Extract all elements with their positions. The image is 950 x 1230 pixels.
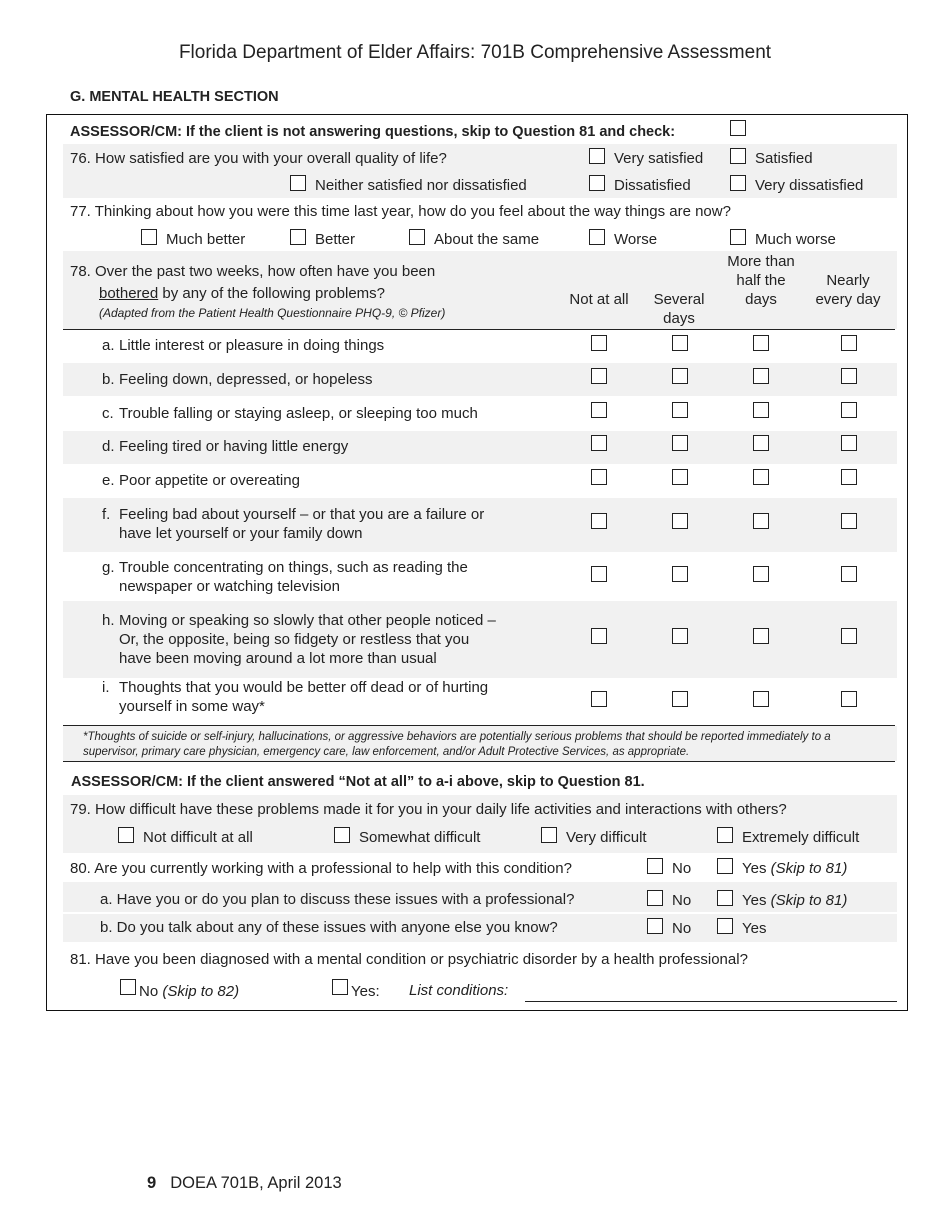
list-conditions-input-line[interactable]: [525, 1001, 897, 1002]
item-b-letter: b.: [102, 371, 115, 388]
skip-note: (Skip to 81): [770, 892, 848, 909]
col-header-nearly-every-day: Nearly every day: [815, 272, 881, 308]
item-f-several-days-checkbox[interactable]: [672, 513, 688, 529]
checkbox[interactable]: [730, 175, 746, 191]
yes-text: Yes: [742, 892, 767, 909]
q76-text: 76. How satisfied are you with your overall quality of life?: [70, 150, 447, 167]
item-g-text-2: newspaper or watching television: [119, 578, 340, 595]
skip-note: (Skip to 81): [770, 860, 848, 877]
item-i-several-days-checkbox[interactable]: [672, 691, 688, 707]
q78-text-line2: [99, 284, 385, 303]
yes-text: Yes: [742, 860, 767, 877]
checkbox[interactable]: [717, 827, 733, 843]
item-d-nearly-every-day-checkbox[interactable]: [841, 435, 857, 451]
item-i-not-at-all-checkbox[interactable]: [591, 691, 607, 707]
item-a-not-at-all-checkbox[interactable]: [591, 335, 607, 351]
item-d-not-at-all-checkbox[interactable]: [591, 435, 607, 451]
checkbox[interactable]: [730, 148, 746, 164]
item-e-nearly-every-day-checkbox[interactable]: [841, 469, 857, 485]
checkbox[interactable]: [589, 148, 605, 164]
col-header-several-days: Several days: [653, 291, 705, 327]
item-h-letter: h.: [102, 612, 115, 629]
item-d-several-days-checkbox[interactable]: [672, 435, 688, 451]
item-e-text: Poor appetite or overeating: [119, 472, 300, 489]
item-f-text-2: have let yourself or your family down: [119, 525, 363, 542]
no-text: No: [139, 983, 159, 1000]
item-c-more-than-half-checkbox[interactable]: [753, 402, 769, 418]
item-f-more-than-half-checkbox[interactable]: [753, 513, 769, 529]
item-d-letter: d.: [102, 438, 115, 455]
item-e-more-than-half-checkbox[interactable]: [753, 469, 769, 485]
item-g-not-at-all-checkbox[interactable]: [591, 566, 607, 582]
checkbox[interactable]: [118, 827, 134, 843]
checkbox[interactable]: [334, 827, 350, 843]
q78-line2-rest: by any of the following problems?: [158, 285, 386, 302]
q81-no-checkbox[interactable]: [120, 979, 136, 995]
checkbox[interactable]: [647, 918, 663, 934]
checkbox[interactable]: [730, 229, 746, 245]
checkbox[interactable]: [717, 918, 733, 934]
q80-yes-label: [742, 859, 847, 878]
col-header-more-than-half: More than half the days: [727, 253, 795, 308]
item-c-several-days-checkbox[interactable]: [672, 402, 688, 418]
q81-yes-label: Yes:: [351, 983, 380, 1000]
checkbox[interactable]: [141, 229, 157, 245]
q80b-text: b. Do you talk about any of these issues with anyone else you know?: [100, 919, 558, 936]
item-h-text: Moving or speaking so slowly that other people noticed –: [119, 612, 496, 629]
form-id: DOEA 701B, April 2013: [170, 1174, 342, 1192]
list-conditions-label: List conditions:: [409, 982, 509, 999]
item-f-nearly-every-day-checkbox[interactable]: [841, 513, 857, 529]
item-c-not-at-all-checkbox[interactable]: [591, 402, 607, 418]
item-a-letter: a.: [102, 337, 115, 354]
page-header-title: Florida Department of Elder Affairs: 701B Comprehensive Assessment: [178, 42, 772, 63]
q81-no-label: [139, 982, 239, 1001]
item-g-several-days-checkbox[interactable]: [672, 566, 688, 582]
item-g-letter: g.: [102, 559, 115, 576]
checkbox[interactable]: [541, 827, 557, 843]
item-i-text: Thoughts that you would be better off dead or of hurting: [119, 679, 489, 696]
item-a-nearly-every-day-checkbox[interactable]: [841, 335, 857, 351]
checkbox[interactable]: [647, 890, 663, 906]
assessor-skip-instruction: ASSESSOR/CM: If the client is not answering questions, skip to Question 81 and check:: [70, 124, 676, 140]
item-a-more-than-half-checkbox[interactable]: [753, 335, 769, 351]
item-h-text-3: have been moving around a lot more than usual: [119, 650, 437, 667]
checkbox[interactable]: [589, 229, 605, 245]
item-e-not-at-all-checkbox[interactable]: [591, 469, 607, 485]
q78-text-line1: 78. Over the past two weeks, how often have you been: [70, 263, 436, 280]
safety-footnote: *Thoughts of suicide or self-injury, hallucinations, or aggressive behaviors are potentially serious problems that should be reported immediately to a supervisor, primary care physician, emergency care, law enforcement, and/or Adult Protective Services, as appropriate.: [83, 731, 831, 758]
item-e-letter: e.: [102, 472, 115, 489]
item-i-more-than-half-checkbox[interactable]: [753, 691, 769, 707]
item-f-not-at-all-checkbox[interactable]: [591, 513, 607, 529]
checkbox[interactable]: [290, 229, 306, 245]
q78-source-note: (Adapted from the Patient Health Questionnaire PHQ-9, © Pfizer): [99, 306, 446, 320]
item-h-not-at-all-checkbox[interactable]: [591, 628, 607, 644]
item-d-more-than-half-checkbox[interactable]: [753, 435, 769, 451]
item-g-nearly-every-day-checkbox[interactable]: [841, 566, 857, 582]
checkbox[interactable]: [409, 229, 425, 245]
checkbox[interactable]: [717, 890, 733, 906]
item-i-text-2: yourself in some way*: [119, 698, 265, 715]
underlined-word: bothered: [99, 285, 159, 302]
item-g-more-than-half-checkbox[interactable]: [753, 566, 769, 582]
item-f-letter: f.: [102, 506, 111, 523]
item-b-text: Feeling down, depressed, or hopeless: [119, 371, 373, 388]
item-h-more-than-half-checkbox[interactable]: [753, 628, 769, 644]
assessor-skip-q81-instruction: ASSESSOR/CM: If the client answered “Not at all” to a-i above, skip to Question 81.: [71, 774, 645, 790]
item-a-text: Little interest or pleasure in doing things: [119, 337, 385, 354]
page-number: 9: [147, 1174, 157, 1192]
q80-text: 80. Are you currently working with a professional to help with this condition?: [70, 860, 572, 877]
q78-header-divider: [63, 329, 895, 330]
item-b-nearly-every-day-checkbox[interactable]: [841, 368, 857, 384]
footnote-divider-bottom: [63, 761, 895, 762]
not-answering-checkbox[interactable]: [730, 120, 746, 136]
col-header-not-at-all: Not at all: [569, 291, 629, 308]
item-c-text: Trouble falling or staying asleep, or sleeping too much: [119, 405, 478, 422]
skip-note: (Skip to 82): [162, 983, 240, 1000]
q80a-yes-label: [742, 891, 847, 910]
item-i-letter: i.: [102, 679, 110, 696]
item-h-several-days-checkbox[interactable]: [672, 628, 688, 644]
q77-text: 77. Thinking about how you were this time last year, how do you feel about the way things are now?: [70, 203, 731, 220]
section-title: G. MENTAL HEALTH SECTION: [70, 89, 279, 105]
item-b-several-days-checkbox[interactable]: [672, 368, 688, 384]
checkbox[interactable]: [290, 175, 306, 191]
q81-yes-checkbox[interactable]: [332, 979, 348, 995]
item-i-nearly-every-day-checkbox[interactable]: [841, 691, 857, 707]
item-b-not-at-all-checkbox[interactable]: [591, 368, 607, 384]
page-footer: [147, 1174, 342, 1193]
checkbox[interactable]: [589, 175, 605, 191]
item-c-nearly-every-day-checkbox[interactable]: [841, 402, 857, 418]
checkbox[interactable]: [717, 858, 733, 874]
item-f-text: Feeling bad about yourself – or that you are a failure or: [119, 506, 485, 523]
item-h-text-2: Or, the opposite, being so fidgety or restless that you: [119, 631, 470, 648]
item-h-nearly-every-day-checkbox[interactable]: [841, 628, 857, 644]
item-g-text: Trouble concentrating on things, such as reading the: [119, 559, 468, 576]
item-b-more-than-half-checkbox[interactable]: [753, 368, 769, 384]
q81-text: 81. Have you been diagnosed with a mental condition or psychiatric disorder by a health professional?: [70, 951, 748, 968]
checkbox[interactable]: [647, 858, 663, 874]
item-e-several-days-checkbox[interactable]: [672, 469, 688, 485]
mental-health-form: ASSESSOR/CM: If the client is not answering questions, skip to Question 81 and check: 76. How satisfied are you with your overall quality of life? Very satisfied Satisfied Neither satisfied nor dissatisfied Dissatisfied Very dissatisfied 77. Thinking about how you were this time last year, how do you feel about the way things are now? Much better Better About the same Worse Much worse 78. Over the past two weeks, how often have you been bothered by any of the following problems? (Adapted from the Patient Health Questionnaire PHQ-9, © Pfizer) Not at all Several days More than half the days Nearly every day a. Little interest or pleasure in doing things b. Feeling down, depressed, or hopeless c. Trouble falling or staying asleep, or sleeping too much d. Feeling tired or having little energy e. Poor appetite or overeating f. Feeling bad about yourself – or that you are a failure or have let yourself or your family down g. Trouble concentrating on things, such as reading the newspaper or watching television h. Moving or speaking so slowly that other people noticed – Or, the opposite, being so fidgety or restless that you have been moving around a lot more than usual i. Thoughts that you would be better off dead or of hurting yourself in some way* *Thoughts of suicide or self-injury, hallucinations, or aggressive behaviors are potentially serious problems that should be reported immediately to a supervisor, primary care physician, emergency care, law enforcement, and/or Adult Protective Services, as appropriate. ASSESSOR/CM: If the client answered “Not at all” to a-i above, skip to Question 81. 79. How difficult have these problems made it for you in your daily life activities and interactions with others? Not difficult at all Somewhat difficult Very difficult Extremely difficult 80. Are you currently working with a professional to help with this condition? No Yes (Skip to 81) a. Have you or do you plan to discuss these issues with a professional? No Yes (Skip to 81) b. Do you talk about any of these issues with anyone else you know? No Yes 81. Have you been diagnosed with a mental condition or psychiatric disorder by a health professional? No (Skip to 82) Yes: List conditions:: [46, 114, 908, 1011]
q79-text: 79. How difficult have these problems made it for you in your daily life activities and interactions with others?: [70, 801, 787, 818]
item-c-letter: c.: [102, 405, 114, 422]
item-a-several-days-checkbox[interactable]: [672, 335, 688, 351]
q80a-text: a. Have you or do you plan to discuss these issues with a professional?: [100, 891, 575, 908]
item-d-text: Feeling tired or having little energy: [119, 438, 349, 455]
